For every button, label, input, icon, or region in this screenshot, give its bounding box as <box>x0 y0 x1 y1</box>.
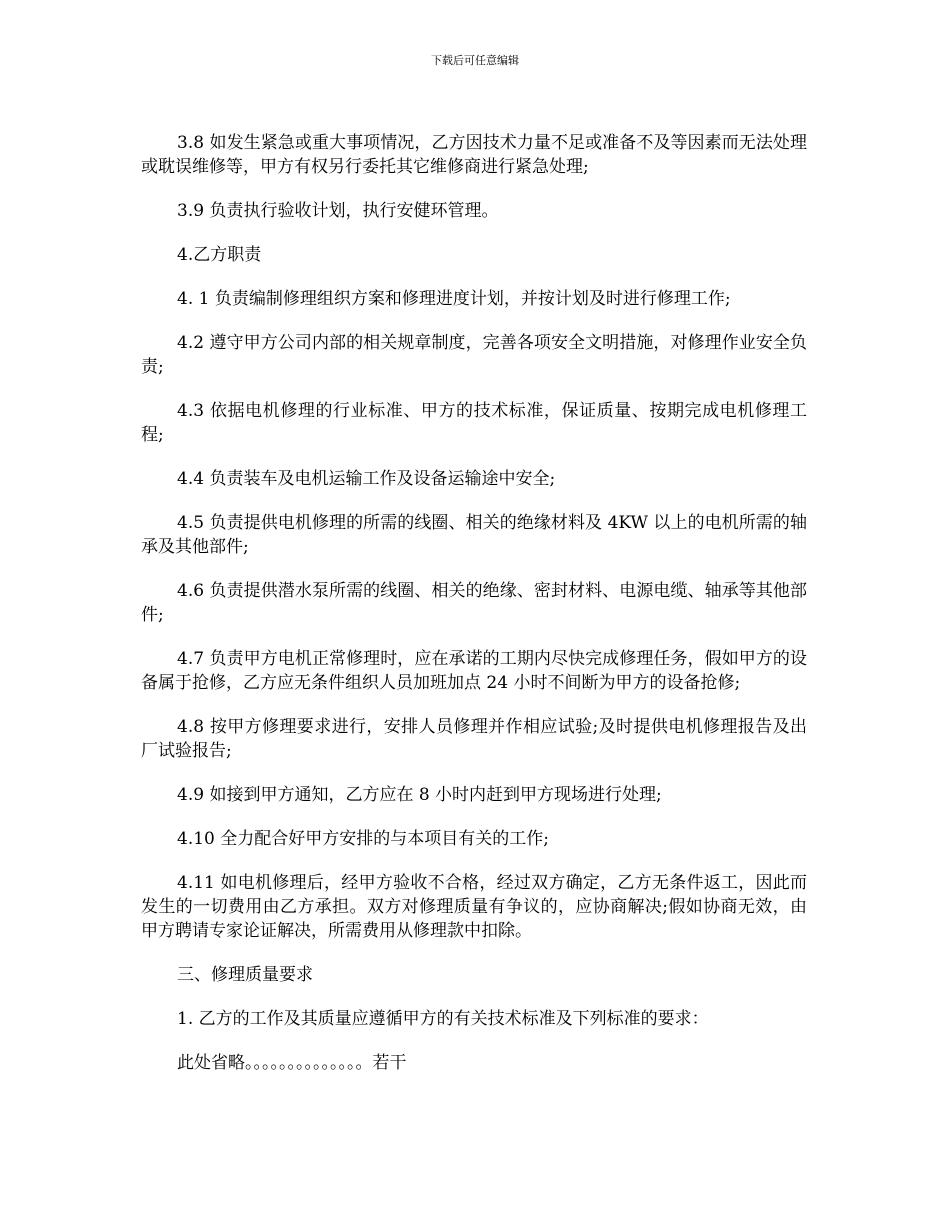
paragraph-4-5: 4.5 负责提供电机修理的所需的线圈、相关的绝缘材料及 4KW 以上的电机所需的轴承及其他部件; <box>141 513 807 557</box>
paragraph-4-11: 4.11 如电机修理后，经甲方验收不合格，经过双方确定，乙方无条件返工，因此而发生的一切费用由乙方承担。双方对修理质量有争议的，应协商解决;假如协商无效，由甲方聘请专家论证解决，所需费用从修理款中扣除。 <box>141 873 807 941</box>
paragraph-4-2: 4.2 遵守甲方公司内部的相关规章制度，完善各项安全文明措施，对修理作业安全负责; <box>141 333 807 377</box>
paragraph-3-9: 3.9 负责执行验收计划，执行安健环管理。 <box>177 201 499 221</box>
paragraph-4-9: 4.9 如接到甲方通知，乙方应在 8 小时内赶到甲方现场进行处理; <box>177 785 662 805</box>
page-header: 下载后可任意编辑 <box>431 54 519 67</box>
document-body <box>141 131 807 1095</box>
paragraph-3-8: 3.8 如发生紧急或重大事项情况，乙方因技术力量不足或准备不及等因素而无法处理或耽误维修等，甲方有权另行委托其它维修商进行紧急处理; <box>141 133 807 177</box>
paragraph-4-8: 4.8 按甲方修理要求进行，安排人员修理并作相应试验;及时提供电机修理报告及出厂试验报告; <box>141 717 807 761</box>
paragraph-4-3: 4.3 依据电机修理的行业标准、甲方的技术标准，保证质量、按期完成电机修理工程; <box>141 401 807 445</box>
paragraph-4-10: 4.10 全力配合好甲方安排的与本项目有关的工作; <box>177 829 549 849</box>
paragraph-4-4: 4.4 负责装车及电机运输工作及设备运输途中安全; <box>177 469 556 489</box>
section-heading-party-b-duties: 4.乙方职责 <box>177 245 262 265</box>
paragraph-4-1: 4. 1 负责编制修理组织方案和修理进度计划，并按计划及时进行修理工作; <box>177 289 731 309</box>
paragraph-4-6: 4.6 负责提供潜水泵所需的线圈、相关的绝缘、密封材料、电源电缆、轴承等其他部件; <box>141 581 807 625</box>
paragraph-quality-1: 1. 乙方的工作及其质量应遵循甲方的有关技术标准及下列标准的要求： <box>177 1009 709 1029</box>
paragraph-4-7: 4.7 负责甲方电机正常修理时，应在承诺的工期内尽快完成修理任务，假如甲方的设备属于抢修，乙方应无条件组织人员加班加点 24 小时不间断为甲方的设备抢修; <box>141 649 807 693</box>
section-heading-quality-requirements: 三、修理质量要求 <box>177 965 313 985</box>
paragraph-omitted: 此处省略。。。。。。。。。。。。。。若干 <box>177 1053 407 1073</box>
